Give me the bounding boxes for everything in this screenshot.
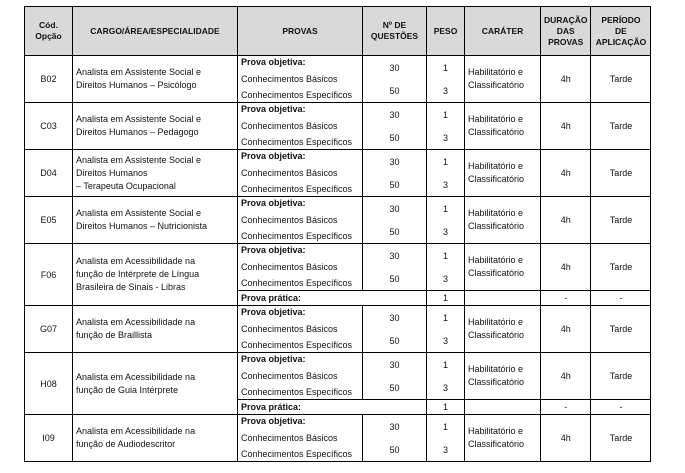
header-periodo: PERÍODO DE APLICAÇÃO — [591, 7, 651, 56]
header-cargo: CARGO/ÁREA/ESPECIALIDADE — [73, 7, 238, 56]
cargo-line: função de Intérprete de Língua — [76, 269, 200, 279]
cargo-line: – Terapeuta Ocupacional — [76, 180, 176, 191]
peso-cell — [427, 353, 465, 400]
questoes-cell — [363, 244, 427, 291]
carater-cell: Habilitatório e Classificatório — [465, 56, 541, 103]
carater-cell: Habilitatório e Classificatório — [465, 244, 541, 291]
peso-basicos: 1 — [442, 250, 448, 261]
peso-especificos: 3 — [442, 226, 448, 237]
header-row — [25, 7, 651, 56]
periodo-cell: Tarde — [591, 197, 651, 244]
cargo-line: Analista em Acessibilidade na — [76, 371, 196, 382]
periodo-dash: - — [591, 400, 651, 415]
duracao-cell: 4h — [541, 56, 591, 103]
cargo-line: Direitos Humanos — [76, 167, 148, 178]
peso-pratica: 1 — [427, 291, 465, 306]
cargo-line: Direitos Humanos – Pedagogo — [76, 127, 199, 137]
peso-basicos: 1 — [442, 156, 448, 167]
provas-cell — [238, 244, 363, 291]
table-row — [25, 56, 651, 103]
provas-cell — [238, 197, 363, 244]
header-duracao: DURAÇÃO DAS PROVAS — [541, 7, 591, 56]
questoes-cell — [363, 150, 427, 197]
prova-objetiva-title: Prova objetiva: — [241, 416, 306, 426]
peso-especificos: 3 — [442, 382, 448, 393]
cargo-cell — [73, 150, 238, 197]
questoes-cell — [363, 353, 427, 400]
cargo-line: Direitos Humanos – Nutricionista — [76, 221, 208, 231]
cargo-cell — [73, 197, 238, 244]
conhecimentos-especificos: Conhecimentos Específicos — [241, 231, 353, 241]
carater-cell: Habilitatório e Classificatório — [465, 415, 541, 462]
peso-especificos: 3 — [442, 335, 448, 346]
prova-objetiva-title: Prova objetiva: — [241, 307, 306, 317]
questoes-especificos: 50 — [389, 335, 400, 346]
duracao-cell: 4h — [541, 415, 591, 462]
peso-cell — [427, 197, 465, 244]
conhecimentos-basicos: Conhecimentos Básicos — [241, 73, 338, 84]
option-code: I09 — [25, 415, 73, 462]
peso-especificos: 3 — [442, 273, 448, 284]
peso-basicos: 1 — [442, 421, 448, 432]
conhecimentos-especificos: Conhecimentos Específicos — [241, 340, 353, 350]
option-code: B02 — [25, 56, 73, 103]
cargo-cell — [73, 306, 238, 353]
questoes-especificos: 50 — [389, 132, 400, 143]
cargo-line: Analista em Acessibilidade na — [76, 317, 196, 327]
peso-pratica: 1 — [427, 400, 465, 415]
conhecimentos-especificos: Conhecimentos Específicos — [241, 278, 353, 288]
cargo-line: Analista em Acessibilidade na — [76, 256, 196, 266]
questoes-basicos: 30 — [389, 421, 400, 432]
provas-cell — [238, 306, 363, 353]
provas-cell — [238, 353, 363, 400]
header-peso: PESO — [427, 7, 465, 56]
questoes-cell — [363, 306, 427, 353]
periodo-cell: Tarde — [591, 56, 651, 103]
provas-cell — [238, 56, 363, 103]
peso-basicos: 1 — [442, 312, 448, 323]
cargo-line: Analista em Assistente Social e — [76, 154, 202, 165]
prova-objetiva-title: Prova objetiva: — [241, 198, 306, 208]
periodo-cell: Tarde — [591, 353, 651, 400]
cargo-line: função de Audiodescritor — [76, 439, 176, 449]
table-row — [25, 150, 651, 197]
table-row — [25, 306, 651, 353]
peso-especificos: 3 — [442, 132, 448, 143]
prova-pratica-label: Prova prática: — [238, 400, 427, 415]
peso-especificos: 3 — [442, 444, 448, 455]
duracao-cell: 4h — [541, 244, 591, 291]
carater-cell: Habilitatório e Classificatório — [465, 306, 541, 353]
duracao-cell: 4h — [541, 197, 591, 244]
cargo-cell — [73, 244, 238, 306]
header-provas: PROVAS — [238, 7, 363, 56]
prova-objetiva-title: Prova objetiva: — [241, 57, 306, 67]
provas-cell — [238, 415, 363, 462]
conhecimentos-basicos: Conhecimentos Básicos — [241, 323, 338, 334]
carater-cell: Habilitatório e Classificatório — [465, 353, 541, 400]
table-row — [25, 415, 651, 462]
empty-cell — [465, 400, 541, 415]
option-code: H08 — [25, 353, 73, 415]
header-carater: CARÁTER — [465, 7, 541, 56]
carater-cell: Habilitatório e Classificatório — [465, 103, 541, 150]
conhecimentos-especificos: Conhecimentos Específicos — [241, 90, 353, 100]
peso-especificos: 3 — [442, 85, 448, 96]
cargo-line: Brasileira de Sinais - Libras — [76, 282, 186, 292]
cargo-line: função de Guia Intérprete — [76, 384, 179, 395]
option-code: G07 — [25, 306, 73, 353]
conhecimentos-basicos: Conhecimentos Básicos — [241, 261, 338, 272]
option-code: E05 — [25, 197, 73, 244]
cargo-line: função de Braillista — [76, 330, 153, 340]
conhecimentos-especificos: Conhecimentos Específicos — [241, 184, 353, 194]
conhecimentos-basicos: Conhecimentos Básicos — [241, 167, 338, 178]
duracao-cell: 4h — [541, 150, 591, 197]
questoes-especificos: 50 — [389, 85, 400, 96]
provas-cell — [238, 103, 363, 150]
prova-objetiva-title: Prova objetiva: — [241, 245, 306, 255]
duracao-dash: - — [541, 400, 591, 415]
conhecimentos-basicos: Conhecimentos Básicos — [241, 370, 338, 381]
peso-cell — [427, 415, 465, 462]
questoes-cell — [363, 197, 427, 244]
conhecimentos-basicos: Conhecimentos Básicos — [241, 120, 338, 131]
duracao-cell: 4h — [541, 306, 591, 353]
conhecimentos-especificos: Conhecimentos Específicos — [241, 449, 353, 459]
empty-cell — [465, 291, 541, 306]
questoes-basicos: 30 — [389, 312, 400, 323]
questoes-especificos: 50 — [389, 273, 400, 284]
carater-cell: Habilitatório e Classificatório — [465, 197, 541, 244]
questoes-basicos: 30 — [389, 359, 400, 370]
table-row — [25, 353, 651, 400]
questoes-especificos: 50 — [389, 444, 400, 455]
peso-cell — [427, 306, 465, 353]
cargo-line: Analista em Assistente Social e — [76, 208, 202, 218]
questoes-especificos: 50 — [389, 382, 400, 393]
peso-especificos: 3 — [442, 179, 448, 190]
table-row — [25, 103, 651, 150]
peso-basicos: 1 — [442, 109, 448, 120]
periodo-dash: - — [591, 291, 651, 306]
periodo-cell: Tarde — [591, 150, 651, 197]
peso-cell — [427, 244, 465, 291]
table-row — [25, 197, 651, 244]
table-row — [25, 244, 651, 291]
conhecimentos-basicos: Conhecimentos Básicos — [241, 214, 338, 225]
option-code: C03 — [25, 103, 73, 150]
cargo-cell — [73, 56, 238, 103]
peso-basicos: 1 — [442, 62, 448, 73]
cargo-line: Analista em Acessibilidade na — [76, 426, 196, 436]
cargo-cell — [73, 353, 238, 415]
prova-objetiva-title: Prova objetiva: — [241, 151, 306, 161]
periodo-cell: Tarde — [591, 244, 651, 291]
questoes-cell — [363, 415, 427, 462]
exam-table — [24, 6, 651, 462]
peso-cell — [427, 103, 465, 150]
option-code: D04 — [25, 150, 73, 197]
duracao-cell: 4h — [541, 353, 591, 400]
header-cod: Cód. Opção — [25, 7, 73, 56]
prova-objetiva-title: Prova objetiva: — [241, 104, 306, 114]
cargo-cell — [73, 103, 238, 150]
questoes-cell — [363, 56, 427, 103]
conhecimentos-especificos: Conhecimentos Específicos — [241, 137, 353, 147]
peso-cell — [427, 150, 465, 197]
peso-basicos: 1 — [442, 203, 448, 214]
questoes-basicos: 30 — [389, 203, 400, 214]
periodo-cell: Tarde — [591, 103, 651, 150]
option-code: F06 — [25, 244, 73, 306]
cargo-cell — [73, 415, 238, 462]
questoes-especificos: 50 — [389, 226, 400, 237]
questoes-especificos: 50 — [389, 179, 400, 190]
peso-basicos: 1 — [442, 359, 448, 370]
cargo-line: Direitos Humanos – Psicólogo — [76, 80, 197, 90]
conhecimentos-especificos: Conhecimentos Específicos — [241, 387, 353, 397]
cargo-line: Analista em Assistente Social e — [76, 67, 202, 77]
questoes-cell — [363, 103, 427, 150]
duracao-dash: - — [541, 291, 591, 306]
prova-objetiva-title: Prova objetiva: — [241, 354, 306, 364]
cargo-line: Analista em Assistente Social e — [76, 114, 202, 124]
periodo-cell: Tarde — [591, 415, 651, 462]
provas-cell — [238, 150, 363, 197]
peso-cell — [427, 56, 465, 103]
periodo-cell: Tarde — [591, 306, 651, 353]
duracao-cell: 4h — [541, 103, 591, 150]
conhecimentos-basicos: Conhecimentos Básicos — [241, 432, 338, 443]
carater-cell: Habilitatório e Classificatório — [465, 150, 541, 197]
prova-pratica-label: Prova prática: — [238, 291, 427, 306]
questoes-basicos: 30 — [389, 62, 400, 73]
questoes-basicos: 30 — [389, 250, 400, 261]
questoes-basicos: 30 — [389, 109, 400, 120]
header-questoes: Nº DE QUESTÕES — [363, 7, 427, 56]
questoes-basicos: 30 — [389, 156, 400, 167]
